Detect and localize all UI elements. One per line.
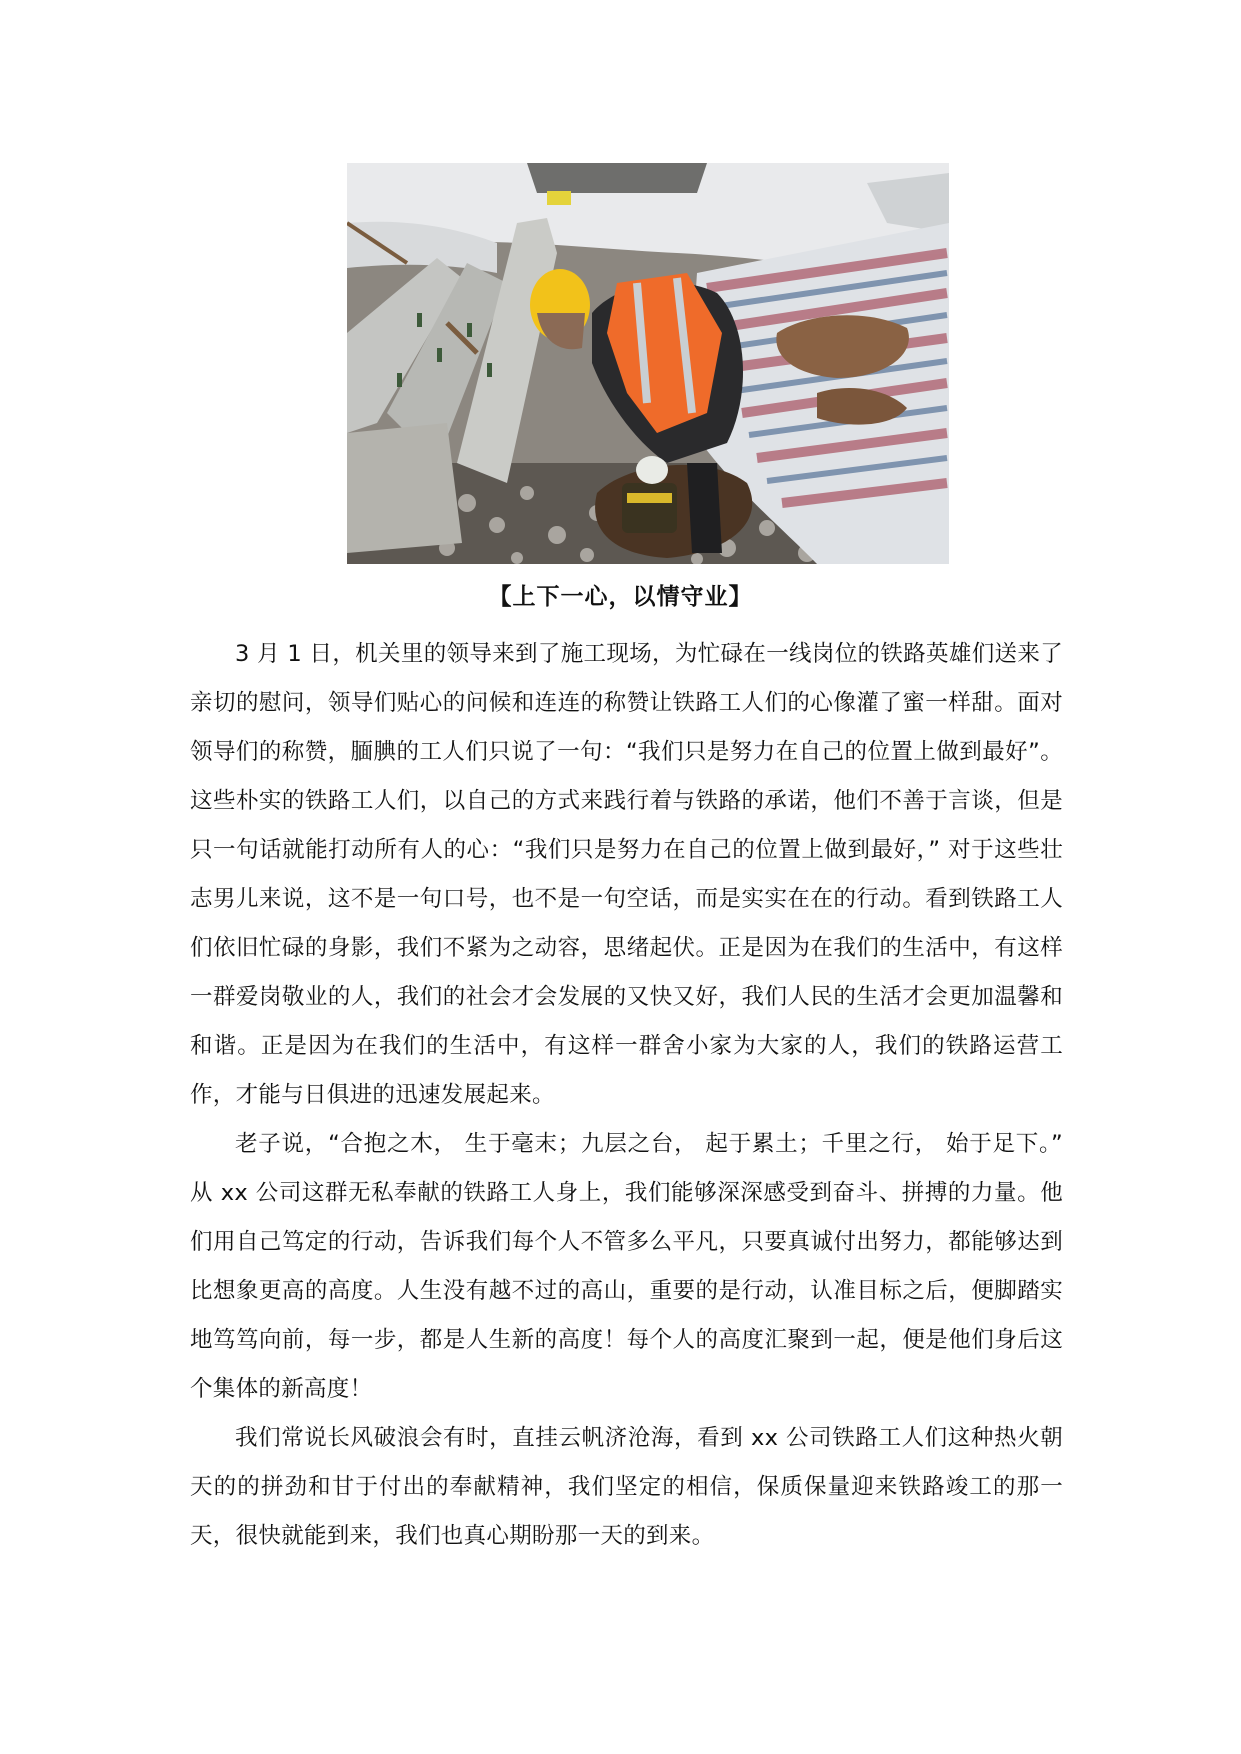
railway-worker-photo <box>347 163 949 564</box>
photo-illustration <box>347 163 949 564</box>
paragraph-1: 3 月 1 日，机关里的领导来到了施工现场，为忙碌在一线岗位的铁路英雄们送来了亲切的慰问，领导们贴心的问候和连连的称赞让铁路工人们的心像灌了蜜一样甜。面对领导们的称赞，腼腆的工人们只说了一句：“我们只是努力在自己的位置上做到最好”。 这些朴实的铁路工人们，以自己的方式来践行着与铁路的承诺，他们不善于言谈，但是只一句话就能打动所有人的心：“我们只是努力在自己的位置上做到最好，” 对于这些壮志男儿来说，这不是一句口号，也不是一句空话，而是实实在在的行动。看到铁路工人们依旧忙碌的身影，我们不紧为之动容，思绪起伏。正是因为在我们的生活中，有这样一群爱岗敬业的人，我们的社会才会发展的又快又好，我们人民的生活才会更加温馨和和谐。正是因为在我们的生活中，有这样一群舍小家为大家的人，我们的铁路运营工作，才能与日俱进的迅速发展起来。 <box>190 641 1063 1108</box>
article-body <box>190 630 1063 1561</box>
article-caption: 【上下一心，以情守业】 <box>488 584 753 610</box>
paragraph-3: 我们常说长风破浪会有时，直挂云帆济沧海，看到 xx 公司铁路工人们这种热火朝天的的拼劲和甘于付出的奉献精神，我们坚定的相信，保质保量迎来铁路竣工的那一天，很快就能到来，我们也真心期盼那一天的到来。 <box>190 1425 1063 1549</box>
paragraph-2: 老子说，“合抱之木， 生于毫末；九层之台， 起于累土；千里之行， 始于足下。” 从 xx 公司这群无私奉献的铁路工人身上，我们能够深深感受到奋斗、拼搏的力量。他们用自己笃定的行动，告诉我们每个人不管多么平凡，只要真诚付出努力，都能够达到比想象更高的高度。人生没有越不过的高山，重要的是行动，认准目标之后，便脚踏实地笃笃向前，每一步，都是人生新的高度！每个人的高度汇聚到一起，便是他们身后这个集体的新高度！ <box>190 1131 1063 1402</box>
